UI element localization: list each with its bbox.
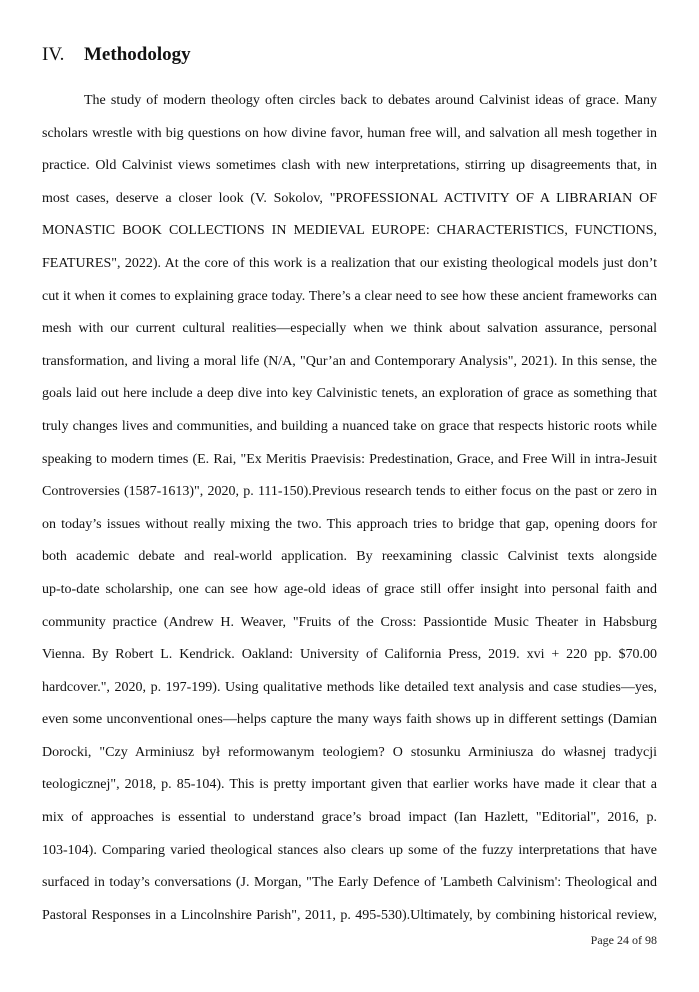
- text-line: [42, 742, 657, 775]
- text-line-content: cut it when it comes to explaining grace today. There’s a clear need to see how these ancient frameworks can: [42, 288, 657, 304]
- text-line: [42, 514, 657, 547]
- text-line: [42, 709, 657, 742]
- text-line-content: mix of approaches is essential to understand grace’s broad impact (Ian Hazlett, "Editorial", 2016, p.: [42, 810, 657, 826]
- text-line: [42, 416, 657, 449]
- text-line-content: up-to-date scholarship, one can see how age-old ideas of grace still offer insight into personal faith and: [42, 581, 657, 597]
- text-line: [42, 546, 657, 579]
- text-line: [42, 774, 657, 807]
- text-line-content: speaking to modern times (E. Rai, "Ex Meritis Praevisis: Predestination, Grace, and Free Will in intra-Jesuit: [42, 451, 657, 467]
- text-line-content: Dorocki, "Czy Arminiusz był reformowanym teologiem? O stosunku Arminiusza do własnej tradycji: [42, 744, 657, 760]
- text-line-content: Vienna. By Robert L. Kendrick. Oakland: University of California Press, 2019. xvi + 220 pp. $70.00: [42, 647, 657, 663]
- text-line: [42, 481, 657, 514]
- text-line-content: mesh with our current cultural realities—especially when we think about salvation assurance, personal: [42, 321, 657, 337]
- text-line-content: surfaced in today’s conversations (J. Morgan, "The Early Defence of 'Lambeth Calvinism': Theological and: [42, 875, 657, 891]
- text-line: [42, 677, 657, 710]
- text-line-content: MONASTIC BOOK COLLECTIONS IN MEDIEVAL EUROPE: CHARACTERISTICS, FUNCTIONS,: [42, 223, 657, 239]
- text-line-content: teologicznej", 2018, p. 85-104). This is pretty important given that earlier works have made it clear that a: [42, 777, 657, 793]
- text-line-content: FEATURES", 2022). At the core of this work is a realization that our existing theological models just don’t: [42, 255, 657, 271]
- text-line-content: 103-104). Comparing varied theological stances also clears up some of the fuzzy interpretations that have: [42, 842, 657, 858]
- text-line: [42, 220, 657, 253]
- section-title: Methodology: [84, 44, 191, 65]
- text-line-content: on today’s issues without really mixing the two. This approach tries to bridge that gap, opening doors for: [42, 516, 657, 532]
- text-line: [42, 383, 657, 416]
- text-line-content: hardcover.", 2020, p. 197-199). Using qualitative methods like detailed text analysis and case studies—yes,: [42, 679, 657, 695]
- section-heading: [42, 44, 191, 66]
- body-paragraph: [42, 90, 657, 937]
- text-line-content: community practice (Andrew H. Weaver, "Fruits of the Cross: Passiontide Music Theater in Habsburg: [42, 614, 657, 630]
- text-line-content: both academic debate and real-world application. By reexamining classic Calvinist texts alongside: [42, 549, 657, 565]
- text-line: [42, 644, 657, 677]
- text-line-content: Pastoral Responses in a Lincolnshire Parish", 2011, p. 495-530).Ultimately, by combining historical review,: [42, 907, 657, 923]
- text-line-content: Controversies (1587-1613)", 2020, p. 111-150).Previous research tends to either focus on the past or zero in: [42, 484, 657, 500]
- text-line: [42, 840, 657, 873]
- text-line-content: truly changes lives and communities, and building a nuanced take on grace that respects historic roots while: [42, 418, 657, 434]
- text-line: [42, 318, 657, 351]
- text-line: [42, 123, 657, 156]
- text-line-content: goals laid out here include a deep dive into key Calvinistic tenets, an exploration of grace as something that: [42, 386, 657, 402]
- text-line: [42, 188, 657, 221]
- text-line: [42, 253, 657, 286]
- text-line: [42, 155, 657, 188]
- text-line-content: even some unconventional ones—helps capture the many ways faith shows up in different settings (Damian: [42, 712, 657, 728]
- text-line: [42, 872, 657, 905]
- text-line: [42, 612, 657, 645]
- text-line-content: most cases, deserve a closer look (V. Sokolov, "PROFESSIONAL ACTIVITY OF A LIBRARIAN OF: [42, 190, 657, 206]
- text-line: [42, 905, 657, 938]
- text-line-content: transformation, and living a moral life (N/A, "Qur’an and Contemporary Analysis", 2021). In this sense, the: [42, 353, 657, 369]
- text-line: [42, 351, 657, 384]
- text-line: [42, 286, 657, 319]
- text-line-content: scholars wrestle with big questions on how divine favor, human free will, and salvation all mesh together in: [42, 125, 657, 141]
- text-line: [42, 90, 657, 123]
- text-line: [42, 579, 657, 612]
- section-number: IV.: [42, 44, 65, 65]
- text-line: [42, 807, 657, 840]
- page-number: Page 24 of 98: [590, 933, 657, 947]
- text-line-content: practice. Old Calvinist views sometimes clash with new interpretations, stirring up disagreements that, in: [42, 158, 657, 174]
- text-line: [42, 449, 657, 482]
- text-line-content: The study of modern theology often circles back to debates around Calvinist ideas of grace. Many: [84, 93, 657, 108]
